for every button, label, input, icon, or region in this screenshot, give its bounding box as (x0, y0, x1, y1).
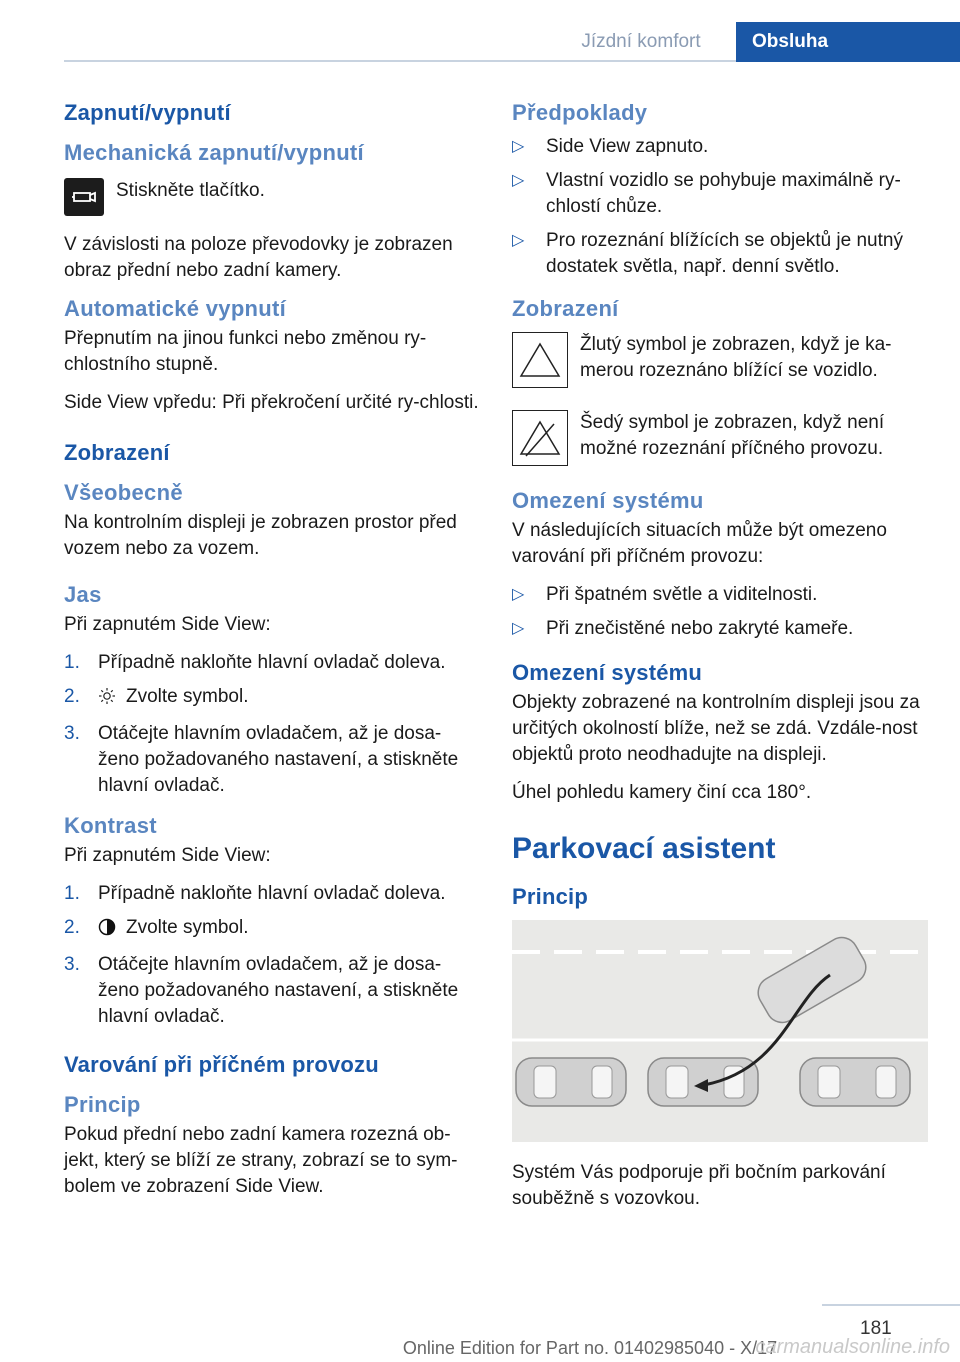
heading-limits-1: Omezení systému (512, 488, 704, 513)
heading-mechanical: Mechanická zapnutí/vypnutí (64, 140, 364, 165)
heading-cross-traffic: Varování při příčném provozu (64, 1052, 379, 1077)
heading-limits-2: Omezení systému (512, 660, 703, 685)
limits-2-paragraph-1: Objekty zobrazené na kontrolním displeji jsou za určitých okolností blíže, než se zdá. Vzdále‐nost objektů proto neodhadujte na displeji. (512, 692, 920, 765)
parking-illustration (512, 920, 928, 1142)
grey-symbol-row (512, 410, 932, 466)
warning-triangle-icon (512, 332, 568, 388)
limits-1-list (512, 582, 932, 642)
list-item: 1. Případně nakloňte hlavní ovladač doleva. (64, 883, 446, 904)
mech-paragraph: V závislosti na poloze převodovky je zobrazen obraz přední nebo zadní kamery. (64, 234, 453, 281)
heading-prerequisites: Předpoklady (512, 100, 648, 125)
tab-active[interactable]: Obsluha (736, 22, 960, 62)
tab-section[interactable]: Jízdní komfort (581, 31, 701, 52)
general-paragraph: Na kontrolním displeji je zobrazen prostor před vozem nebo za vozem. (64, 512, 457, 559)
list-item: 2. Zvolte symbol. (64, 684, 482, 713)
bullet-triangle-icon: ▷ (512, 620, 525, 637)
brightness-icon (98, 687, 116, 713)
warning-triangle-crossed-icon (512, 410, 568, 466)
list-item: ▷ Side View zapnuto. (512, 134, 932, 160)
camera-button-icon (64, 178, 104, 216)
prerequisites-list (512, 134, 932, 280)
contrast-steps (64, 881, 482, 1030)
grey-symbol-text: Šedý symbol je zobrazen, když není možné rozeznání příčného provozu. (580, 412, 885, 459)
heading-parking-assistant: Parkovací asistent (512, 832, 776, 865)
heading-principle-right: Princip (512, 884, 588, 909)
parking-paragraph: Systém Vás podporuje při bočním parkování souběžně s vozovkou. (512, 1162, 886, 1209)
heading-general: Všeobecně (64, 480, 183, 505)
footer-rule (822, 1304, 960, 1306)
mech-row (64, 178, 482, 216)
heading-principle: Princip (64, 1092, 141, 1117)
list-item: ▷ Při špatném světle a viditelnosti. (512, 582, 932, 608)
footer-edition: Online Edition for Part no. 01402985040 - X/17 (402, 1338, 778, 1358)
bullet-triangle-icon: ▷ (512, 172, 525, 189)
yellow-symbol-row (512, 332, 932, 388)
heading-onoff: Zapnutí/vypnutí (64, 100, 231, 125)
list-item: 1. Případně nakloňte hlavní ovladač doleva. (64, 652, 446, 673)
yellow-symbol-text: Žlutý symbol je zobrazen, když je ka‐merou rozeznáno blížící se vozidlo. (580, 334, 892, 381)
heading-contrast: Kontrast (64, 813, 157, 838)
bullet-triangle-icon: ▷ (512, 138, 525, 155)
bullet-triangle-icon: ▷ (512, 232, 525, 249)
list-item: 2. Zvolte symbol. (64, 915, 482, 944)
heading-brightness: Jas (64, 582, 102, 607)
bullet-triangle-icon: ▷ (512, 586, 525, 603)
list-item: 3. Otáčejte hlavním ovladačem, až je dosa‐ženo požadovaného nastavení, a stiskněte hlavní ovladač. (64, 723, 459, 796)
limits-1-paragraph: V následujících situacích může být omezeno varování při příčném provozu: (512, 520, 887, 567)
auto-paragraph-2: Side View vpředu: Při překročení určité ry‐chlosti. (64, 392, 479, 413)
heading-display: Zobrazení (64, 440, 170, 465)
watermark: carmanualsonline.info (755, 1336, 950, 1358)
list-item: 3. Otáčejte hlavním ovladačem, až je dosa‐ženo požadovaného nastavení, a stiskněte hlavní ovladač. (64, 954, 459, 1027)
mech-text: Stiskněte tlačítko. (116, 180, 265, 201)
brightness-steps (64, 650, 482, 799)
brightness-intro: Při zapnutém Side View: (64, 614, 271, 635)
list-item: ▷ Pro rozeznání blížících se objektů je nutný dostatek světla, např. denní světlo. (512, 230, 903, 277)
principle-paragraph: Pokud přední nebo zadní kamera rozezná ob‐jekt, který se blíží ze strany, zobrazí se to sym‐bolem ve zobrazení Side View. (64, 1124, 458, 1197)
heading-display-right: Zobrazení (512, 296, 619, 321)
contrast-intro: Při zapnutém Side View: (64, 845, 271, 866)
heading-auto-off: Automatické vypnutí (64, 296, 287, 321)
limits-2-paragraph-2: Úhel pohledu kamery činí cca 180°. (512, 782, 812, 803)
left-column (64, 100, 482, 1212)
list-item: ▷ Vlastní vozidlo se pohybuje maximálně ry‐chlostí chůze. (512, 170, 901, 217)
right-column (512, 100, 932, 1224)
page-number: 181 (860, 1318, 892, 1339)
auto-paragraph-1: Přepnutím na jinou funkci nebo změnou ry‐chlostního stupně. (64, 328, 427, 375)
list-item: ▷ Při znečistěné nebo zakryté kameře. (512, 616, 932, 642)
contrast-icon (98, 918, 116, 944)
